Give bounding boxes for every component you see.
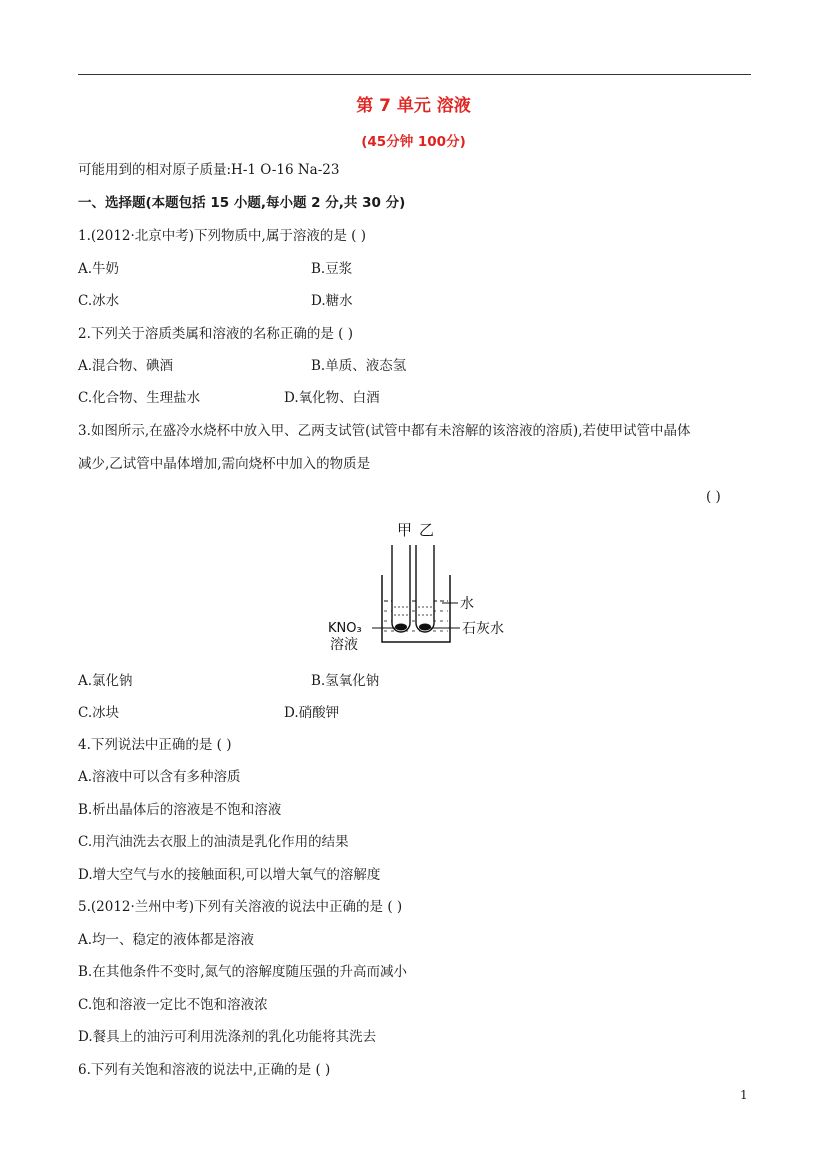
question-2-option-c: C.化合物、生理盐水 [78,390,201,406]
question-2-option-d: D.氧化物、白酒 [284,390,380,406]
beaker-figure [320,515,520,660]
question-4-option-b: B.析出晶体后的溶液是不饱和溶液 [78,802,282,818]
question-5-option-d: D.餐具上的油污可利用洗涤剂的乳化功能将其洗去 [78,1029,377,1045]
question-1-option-d: D.糖水 [311,293,353,309]
question-1-stem: 1.(2012·北京中考)下列物质中,属于溶液的是 ( ) [78,228,366,244]
label-jia: 甲 [397,521,413,539]
question-3-option-c: C.冰块 [78,705,120,721]
question-1-option-c: C.冰水 [78,293,120,309]
crystals-jia [395,624,407,631]
label-water: 水 [460,596,474,612]
question-5-option-c: C.饱和溶液一定比不饱和溶液浓 [78,997,268,1013]
test-tube-jia [392,545,410,632]
question-5-stem: 5.(2012·兰州中考)下列有关溶液的说法中正确的是 ( ) [78,899,403,915]
page-number: 1 [740,1088,748,1102]
question-4-stem: 4.下列说法中正确的是 ( ) [78,737,232,753]
crystals-yi [419,624,431,631]
question-3-option-d: D.硝酸钾 [284,705,340,721]
question-2-option-b: B.单质、液态氢 [311,358,407,374]
label-solution: 溶液 [330,637,358,653]
question-1-option-b: B.豆浆 [311,261,353,277]
question-2-stem: 2.下列关于溶质类属和溶液的名称正确的是 ( ) [78,326,353,342]
intro-line: 可能用到的相对原子质量:H-1 O-16 Na-23 [78,162,340,178]
section-heading: 一、选择题(本题包括 15 小题,每小题 2 分,共 30 分) [78,195,406,211]
question-4-option-c: C.用汽油洗去衣服上的油渍是乳化作用的结果 [78,834,349,850]
question-6-stem: 6.下列有关饱和溶液的说法中,正确的是 ( ) [78,1062,331,1078]
test-tube-yi [416,545,434,632]
question-2-option-a: A.混合物、碘酒 [78,358,174,374]
question-5-option-a: A.均一、稳定的液体都是溶液 [78,932,255,948]
question-3-answer-paren: ( ) [706,489,721,505]
question-1-option-a: A.牛奶 [78,261,120,277]
question-3-stem-line-1: 3.如图所示,在盛冷水烧杯中放入甲、乙两支试管(试管中都有未溶解的该溶液的溶质),若使甲试管中晶体 [78,423,691,439]
question-3-option-b: B.氢氧化钠 [311,673,380,689]
question-3-option-a: A.氯化钠 [78,673,133,689]
label-limewater: 石灰水 [462,621,504,637]
page-title: 第 7 单元 溶液 [356,96,471,116]
question-3-stem-line-2: 减少,乙试管中晶体增加,需向烧杯中加入的物质是 [78,456,371,472]
label-yi: 乙 [419,521,435,539]
question-4-option-a: A.溶液中可以含有多种溶质 [78,769,241,785]
header-rule [78,74,751,75]
question-5-option-b: B.在其他条件不变时,氮气的溶解度随压强的升高而减小 [78,964,408,980]
label-kno3: KNO₃ [328,621,362,636]
page-subtitle: (45分钟 100分) [361,134,466,150]
question-4-option-d: D.增大空气与水的接触面积,可以增大氧气的溶解度 [78,867,381,883]
